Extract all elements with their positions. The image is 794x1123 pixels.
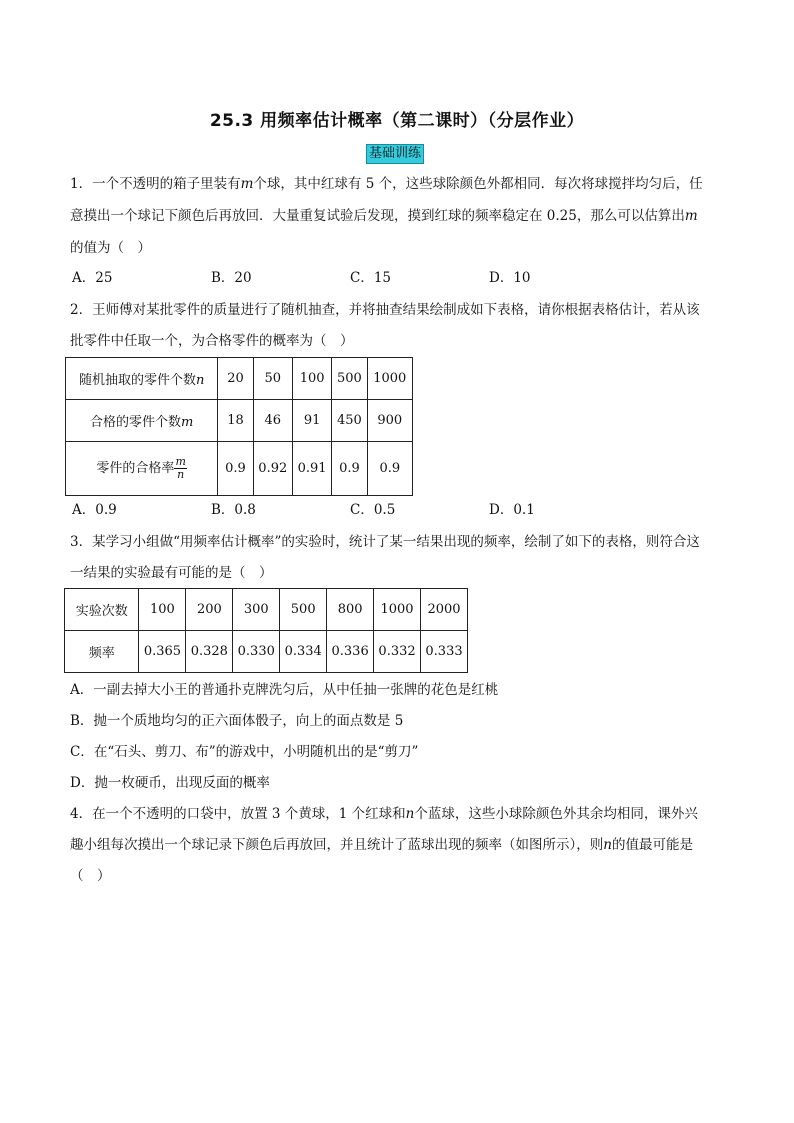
q2-cell: 0.9 — [218, 442, 253, 496]
table-row — [65, 631, 468, 673]
q2-cell: 500 — [332, 358, 367, 400]
q1-text-c: 意摸出一个球记下颜色后再放回．大量重复试验后发现，摸到红球的频率稳定在 0.25，那么可以估算出 — [70, 208, 685, 224]
q2-cell: 0.9 — [367, 442, 412, 496]
q3-cell: 800 — [327, 589, 374, 631]
q1-var-m: m — [240, 176, 254, 192]
q2-option-b: B．0.8 — [211, 502, 256, 518]
q2-cell: 91 — [292, 400, 331, 442]
q2-cell: 46 — [253, 400, 292, 442]
q2-row2-label: 合格的零件个数m — [66, 400, 218, 442]
q3-cell: 1000 — [374, 589, 421, 631]
table-row — [66, 358, 413, 400]
q3-line-2: 一结果的实验最有可能的是（ ） — [70, 565, 273, 581]
q3-option-d: D．抛一枚硬币，出现反面的概率 — [70, 775, 270, 791]
q3-cell: 0.330 — [233, 631, 280, 673]
q2-option-a: A．0.9 — [72, 502, 117, 518]
q3-line-1: 3．某学习小组做“用频率估计概率”的实验时，统计了某一结果出现的频率，绘制了如下的表格，则符合这 — [70, 534, 700, 550]
q2-option-c: C．0.5 — [350, 502, 396, 518]
q2-cell: 0.9 — [332, 442, 367, 496]
q1-option-c: C．15 — [350, 270, 392, 286]
q2-cell: 100 — [292, 358, 331, 400]
table-row — [66, 400, 413, 442]
q3-cell: 0.365 — [139, 631, 186, 673]
q4-line-2: 趣小组每次摸出一个球记录下颜色后再放回，并且统计了蓝球出现的频率（如图所示），则n的值最可能是 — [70, 837, 693, 853]
table-row — [66, 442, 413, 496]
q3-cell: 100 — [139, 589, 186, 631]
q3-table — [64, 588, 468, 673]
q1-text-a: 1．一个不透明的箱子里装有 — [70, 176, 241, 192]
q2-cell: 900 — [367, 400, 412, 442]
q4-line-3: （ ） — [70, 868, 111, 884]
q3-cell: 500 — [280, 589, 327, 631]
q3-cell: 200 — [186, 589, 233, 631]
q2-row1-label: 随机抽取的零件个数n — [66, 358, 218, 400]
q3-option-b: B．抛一个质地均匀的正六面体骰子，向上的面点数是 5 — [70, 713, 404, 729]
q3-cell: 300 — [233, 589, 280, 631]
q1-text-b: 个球，其中红球有 5 个，这些球除颜色外都相同．每次将球搅拌均匀后，任 — [253, 176, 703, 192]
q2-cell: 1000 — [367, 358, 412, 400]
q3-cell: 0.334 — [280, 631, 327, 673]
q2-line-2: 批零件中任取一个，为合格零件的概率为（ ） — [70, 333, 354, 349]
q3-cell: 0.332 — [374, 631, 421, 673]
q1-line-3: 的值为（ ） — [70, 240, 151, 256]
q2-cell: 450 — [332, 400, 367, 442]
q1-options — [72, 268, 628, 288]
q2-option-d: D．0.1 — [489, 502, 535, 518]
table-row — [65, 589, 468, 631]
q3-option-c: C．在“石头、剪刀、布”的游戏中，小明随机出的是“剪刀” — [70, 744, 419, 760]
q2-cell: 0.92 — [253, 442, 292, 496]
q2-cell: 20 — [218, 358, 253, 400]
q1-option-a: A．25 — [72, 270, 113, 286]
q3-row1-label: 实验次数 — [65, 589, 139, 631]
q3-cell: 0.328 — [186, 631, 233, 673]
q2-cell: 50 — [253, 358, 292, 400]
q2-line-1: 2．王师傅对某批零件的质量进行了随机抽查，并将抽查结果绘制成如下表格，请你根据表格估计，若从该 — [70, 302, 700, 318]
q2-cell: 18 — [218, 400, 253, 442]
q4-var-n: n — [405, 806, 415, 822]
q3-cell: 0.333 — [421, 631, 468, 673]
q1-line-1 — [70, 174, 703, 194]
page-title: 25.3 用频率估计概率（第二课时）（分层作业） — [209, 111, 585, 131]
q2-row3-label: 零件的合格率 $\frac{m}{n}$ — [66, 442, 218, 496]
q2-cell: 0.91 — [292, 442, 331, 496]
q1-option-b: B．20 — [211, 270, 252, 286]
q4-line-1: 4．在一个不透明的口袋中，放置 3 个黄球，1 个红球和n个蓝球，这些小球除颜色外其余均相同，课外兴 — [70, 806, 698, 822]
fraction-m-over-n: $\frac{m}{n}$ — [175, 455, 186, 481]
q1-var-m-2: m — [684, 208, 698, 224]
q3-cell: 0.336 — [327, 631, 374, 673]
q3-cell: 2000 — [421, 589, 468, 631]
q3-row2-label: 频率 — [65, 631, 139, 673]
q1-option-d: D．10 — [489, 270, 531, 286]
q4-var-n-2: n — [603, 837, 612, 853]
section-tag: 基础训练 — [366, 144, 424, 164]
q2-options — [72, 500, 628, 520]
q2-table — [65, 357, 413, 496]
q3-option-a: A．一副去掉大小王的普通扑克牌洗匀后，从中任抽一张牌的花色是红桃 — [70, 682, 499, 698]
q1-line-2 — [70, 206, 698, 226]
